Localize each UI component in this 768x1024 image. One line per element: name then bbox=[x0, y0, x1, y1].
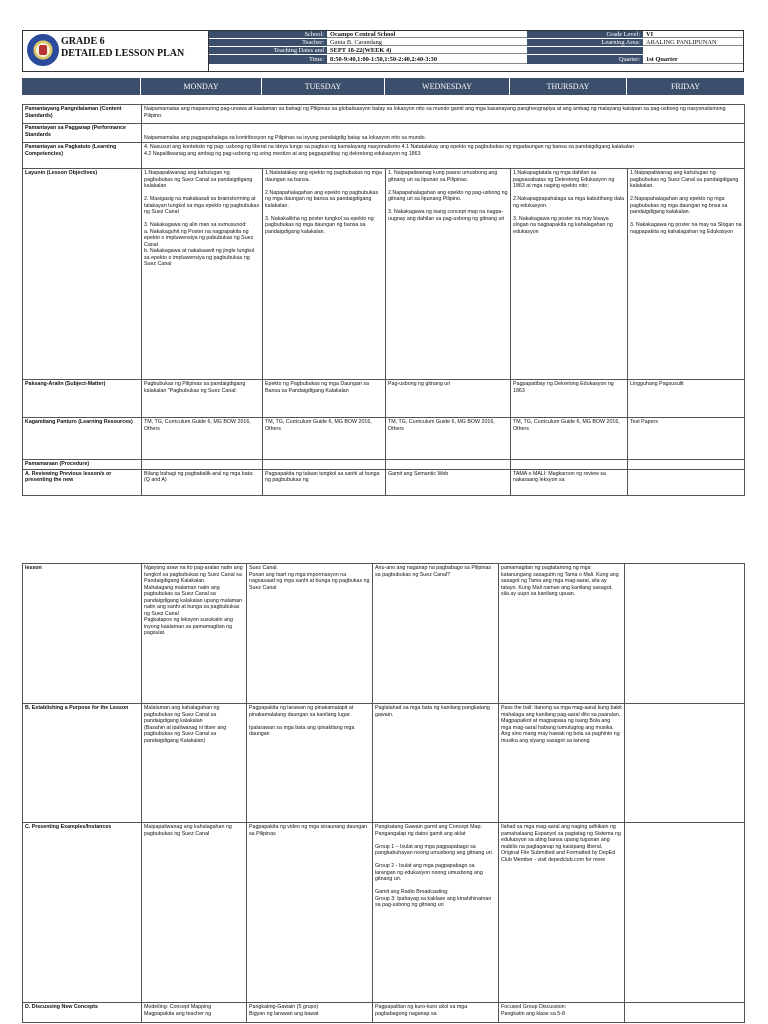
examples-monday: Maipapaliwanag ang kahalagahan ng pagbubukas ng Suez Canal bbox=[142, 823, 247, 1003]
lesson-wednesday: Anu-ano ang naganap na pagbabago sa Pilipinas sa pagbubukas ng Suez Canal? bbox=[373, 564, 499, 704]
header-grade-block bbox=[527, 31, 743, 71]
row-discussing bbox=[23, 1003, 745, 1023]
header-row-blank bbox=[527, 47, 743, 55]
row-resources bbox=[23, 418, 745, 460]
row-subject-matter bbox=[23, 380, 745, 418]
dates-value: SEPT 18-22(WEEK 4) bbox=[327, 47, 527, 54]
objectives-monday: 1.Naipapaliwanag ang kahulugan ng pagbubukas ng Suez Canal sa pandaigdigang kalakalan 2. Masigasig na makakasali sa brainstorming at talakayan tungkol sa mga epekto ng pagbubukas ng Suez Canal 3. Nakakagawa ng alin man sa sumusunod: a. Nakakaguhit ng Poster na nagpapakita ng epekto o impluwensiya ng pabubukas ng Suez Canal b. Nakakagawa at nakakaawit ng jingle tungkol sa epekto o impluwensiya ng pagbubukas ng Suez Canal bbox=[142, 169, 263, 380]
objectives-wednesday: 1. Naipapaliwanag kung paano umusbong ang gitnang uri sa lipunan sa Pilipinas. 2.Napapahalagahan ang epekto ng pag-usbong ng gitnang uri sa lipunang Pilipino. 3. Nakakagawa ng isang concept map na nagpa-uugnay ang dahilan sa pag-usbong ng gitnang uri bbox=[386, 169, 511, 380]
lesson-plan-table bbox=[22, 104, 745, 496]
discussing-monday: Modelling: Concept Mapping Magpapakita ang teacher ng bbox=[142, 1003, 247, 1023]
competencies-text: 4. Nasusuri ang konteksto ng pag- usbong ng liberal na ideya tungo sa pagbuo ng kamalayang nasyonalismo 4.1 Natatalakay ang epekto ng pagbubukas ng mgadaungan ng bansa sa pandaigdigang kalakalan 4.2 Napaliliwanag ang ambag ng pag-usbong ng uring mestizo at ang pagpapatibay ng dekretong edukasyon ng 1863 bbox=[142, 143, 745, 169]
lesson-plan-page-2 bbox=[0, 560, 768, 1024]
purpose-friday bbox=[625, 704, 745, 823]
lesson-tuesday: Suez Canal. Punan ang tsart ng mga impormasyon na nagsasaad ng mga sanhi at bunga ng pagbukas ng Suez Canal bbox=[247, 564, 373, 704]
purpose-thursday: Pass the ball: Itanong sa mga mag-aaral kung bakit mahalaga ang kanilang pag-aaral dito sa paaralan. Magpapaikot at magpapasa ng isang Bola ang mga mag-aaral habang tumutugtog ang musika. Ang sino mang may hawak ng bola sa paghinto ng musika ang siyang sasagot sa tanong bbox=[499, 704, 625, 823]
examples-thursday: Ilahad sa mga mag-aaral ang naging adhikain ng pamahalaang Espanyol sa pagtatag ng Sistema ng edukasyon sa ating bansa upang tugunan ang mabilis na paglaganap ng kaisipang liberal. Original File Submitted and Formatted by DepEd Club Member - visit depedclub.com for more bbox=[499, 823, 625, 1003]
review-tuesday: Pagpapakita ng talaan tungkol sa sanhi at bunga ng pagbubukas ng bbox=[263, 469, 386, 495]
row-lesson bbox=[23, 564, 745, 704]
day-header-thursday: THURSDAY bbox=[510, 78, 627, 95]
area-value: ARALING PANLIPUNAN bbox=[643, 39, 743, 46]
row-performance-standards bbox=[23, 124, 745, 143]
header-row-quarter bbox=[527, 55, 743, 65]
resources-tuesday: TM, TG, Curriculum Guide 6, MG BOW 2016, Others bbox=[263, 418, 386, 460]
subject-matter-label: Paksang-Aralin (Subject-Matter) bbox=[23, 380, 142, 418]
procedure-monday bbox=[142, 460, 263, 470]
day-header-blank bbox=[22, 78, 141, 95]
review-label: A. Reviewing Previous lesson/s or presenting the new bbox=[23, 469, 142, 495]
lesson-label: lesson bbox=[23, 564, 142, 704]
subject-matter-friday: Lingguhang Pagsusulit bbox=[628, 380, 745, 418]
header-row-area bbox=[527, 39, 743, 47]
deped-seal-icon bbox=[27, 34, 59, 66]
header-row-dates bbox=[209, 47, 527, 55]
day-header-wednesday: WEDNESDAY bbox=[385, 78, 510, 95]
row-competencies bbox=[23, 143, 745, 169]
examples-friday bbox=[625, 823, 745, 1003]
subject-matter-tuesday: Epekto ng Pagbubukas ng mga Daungan sa Bansa sa Pandaigdigang Kalakalan bbox=[263, 380, 386, 418]
procedure-label: Pamamaraan (Procedure) bbox=[23, 460, 142, 470]
page-title bbox=[61, 36, 184, 60]
objectives-thursday: 1.Nakapagtatala ng mga dahilan sa pagsasabatas ng Dekretong Edukasyon ng 1863 at mga naging epekto nito; 2.Nakapagpapahalaga sa mga kabutihang dala ng edukasyon. 3. Nakakagawa ng poster na may bisaya slogan na nagpapakita ng kahalagahan ng edukasyon bbox=[511, 169, 628, 380]
procedure-tuesday bbox=[263, 460, 386, 470]
header-row-grade bbox=[527, 31, 743, 39]
purpose-monday: Malalaman ang kahalagahan ng pagbubukas ng Suez Canal sa pandaigdigang kalakalan (Basahin at ipaliwanag ni titser ang pagbubukas ng Suez Canal sa pandaigdigang Kalakalan) bbox=[142, 704, 247, 823]
teacher-label: Teacher: bbox=[209, 39, 327, 46]
header-title-block bbox=[23, 31, 209, 71]
procedure-friday bbox=[628, 460, 745, 470]
content-standards-label: Pamantayang Pangnilalaman (Content Standards) bbox=[23, 105, 142, 124]
time-value: 8:50-9:40,1:00-1:50,1:50-2:40,2:40-3:30 bbox=[327, 55, 527, 64]
discussing-label: D. Discussing New Concepts bbox=[23, 1003, 142, 1023]
header-row-teacher bbox=[209, 39, 527, 47]
review-wednesday: Gamit ang Semantic Web bbox=[386, 469, 511, 495]
purpose-wednesday: Paglalahad sa mga bata ng kanilang pangkatang gawain. bbox=[373, 704, 499, 823]
header-row-time bbox=[209, 55, 527, 65]
competencies-label: Pamantayan sa Pagkatuto (Learning Competencies) bbox=[23, 143, 142, 169]
resources-monday: TM, TG, Curriculum Guide 6, MG BOW 2016, Others bbox=[142, 418, 263, 460]
row-content-standards bbox=[23, 105, 745, 124]
examples-label: C. Presenting Examples/Instances bbox=[23, 823, 142, 1003]
resources-thursday: TM, TG, Curriculum Guide 6, MG BOW 2016, Others bbox=[511, 418, 628, 460]
time-label: Time: bbox=[209, 55, 327, 64]
school-label: School: bbox=[209, 31, 327, 38]
objectives-label: Layunin (Lesson Objectives) bbox=[23, 169, 142, 380]
header-row-school bbox=[209, 31, 527, 39]
lesson-friday bbox=[625, 564, 745, 704]
resources-wednesday: TM, TG, Curriculum Guide 6, MG BOW 2016, Others bbox=[386, 418, 511, 460]
examples-wednesday: Pangkatang Gawain gamit ang Concept Map: Pangangalap ng datos gamit ang aklat Group 1 – Isulat ang mga pagpapabago sa pangkabuhayan noong umusbong ang gitnang uri. Group 2 - Isulat ang mga pagpapabago sa larangan ng edukasyon noong umusbong ang gitnang uri. Gamit ang Radio Broadcasting: Group 3: Ipahayag sa kaklase ang kinahihinatnan sa pag-usbong ng gitnang uri bbox=[373, 823, 499, 1003]
grade-value: VI bbox=[643, 31, 743, 38]
resources-label: Kagamitang Panturo (Learning Resources) bbox=[23, 418, 142, 460]
review-monday: Bilang bahagi ng pagbabalik-aral ng mga bata: (Q and A) bbox=[142, 469, 263, 495]
day-header-friday: FRIDAY bbox=[670, 82, 701, 91]
header-table bbox=[22, 30, 744, 72]
grade-label: Grade Level: bbox=[527, 31, 643, 38]
review-thursday: TAMA o MALI: Magkaroon ng review sa nakaraang leksyon sa bbox=[511, 469, 628, 495]
header-school-block bbox=[209, 31, 527, 71]
review-friday bbox=[628, 469, 745, 495]
teacher-value: Gania B. Carandang bbox=[327, 39, 527, 46]
grade-title: GRADE 6 bbox=[61, 36, 105, 47]
subject-matter-wednesday: Pag-usbong ng gitnang uri bbox=[386, 380, 511, 418]
lesson-plan-table-continued bbox=[22, 563, 745, 1023]
discussing-friday bbox=[625, 1003, 745, 1023]
discussing-wednesday: Pagpapalitan ng kuro-kuro ukol sa mga pagbabagong naganap sa bbox=[373, 1003, 499, 1023]
quarter-label: Quarter: bbox=[527, 55, 643, 64]
quarter-value: 1st Quarter bbox=[643, 55, 743, 64]
subject-matter-monday: Pagbubukas ng Pilipinas sa pandaigdigang kalakalan "Pagbubukas ng Suez Canal: bbox=[142, 380, 263, 418]
day-header-monday: MONDAY bbox=[141, 78, 262, 95]
performance-standards-label: Pamantayan sa Pagganap (Performance Standards bbox=[23, 124, 142, 143]
subject-matter-thursday: Pagpapatibay ng Dekretong Edukasyon ng 1863 bbox=[511, 380, 628, 418]
procedure-thursday bbox=[511, 460, 628, 470]
row-review bbox=[23, 469, 745, 495]
examples-tuesday: Pagpapakita ng video ng mga sinaunang daungan sa Pilipinas bbox=[247, 823, 373, 1003]
day-header-row bbox=[22, 78, 744, 95]
school-value: Ocampo Central School bbox=[327, 31, 527, 38]
purpose-label: B. Establishing a Purpose for the Lesson bbox=[23, 704, 142, 823]
performance-standards-text: Naipamamalas ang pagpapahalaga sa kontribosyon ng Pilipinas sa isyung pandaigdig batay sa lokasyon nito sa mundo. bbox=[142, 124, 745, 143]
resources-friday: Test Papers bbox=[628, 418, 745, 460]
blank-label bbox=[527, 47, 643, 54]
area-label: Learning Area: bbox=[527, 39, 643, 46]
purpose-tuesday: Pagpapakita ng larawan ng pinakamalapit at pinakamalalang daungan sa kanilang lugar. Ipalarawan sa mga bata ang ipinakitang mga daungan bbox=[247, 704, 373, 823]
objectives-tuesday: 1.Natatalakay ang epekto ng pagbubukas ng mga daungan sa bansa. 2.Napapahalagahan ang epekto ng pagbubukas ng mga daungan ng bansa sa pandaigdigang kalakalan. 3. Nakakalikha ng poster tungkol sa epekto ng pagbubukas ng mga daungan ng bansa sa pandaigdigang kalakalan. bbox=[263, 169, 386, 380]
lesson-thursday: pamamagitan ng pagtatanong ng mga katanungang sasagutin ng Tama o Mali. Kung ang sasagot ng Tama ang mga mag-aaral, sila ay tatayo. Kung Mali naman ang kanilang sasagot, sila ay uupo sa kanilang upuan. bbox=[499, 564, 625, 704]
row-objectives bbox=[23, 169, 745, 380]
lesson-monday: Ngayong araw na ito pag-aralan natin ang tungkol sa pagbubukas ng Suez Canal sa Pandaigdigang Kalakalan. Mahalagang malaman natin ang pagbubukas sa Suez Canal sa pandaigdigang kalakalan upang malaman natin ang sanhi at bunga sa pagbubukas ng Suez Canal Pagkatapos ng leksyon susukatin ang inyong kaalaman sa pamamagitan ng pagsulat. bbox=[142, 564, 247, 704]
procedure-wednesday bbox=[386, 460, 511, 470]
row-examples bbox=[23, 823, 745, 1003]
plan-title: DETAILED LESSON PLAN bbox=[61, 48, 185, 59]
row-procedure bbox=[23, 460, 745, 470]
discussing-thursday: Focused Group Discussion: Pangkatin ang klase sa 5-8 bbox=[499, 1003, 625, 1023]
discussing-tuesday: Pangkating-Gawain (5 grupo) Bigyan ng larawan ang bawat bbox=[247, 1003, 373, 1023]
dates-label: Teaching Dates and bbox=[209, 47, 327, 54]
objectives-friday: 1.Naipapaliwanag ang kahulugan ng pagbubukas ng Suez Canal sa pandaigdigang kalakalan. 2.Napapahalagahan ang epekto ng mga pagbubukas ng mga daungan ng bnsa sa pandaigdigang kalakalan. 3. Nakakagawa ng poster na may na Slogan na nagpapakita ng kahalagahan ng Edukasyon bbox=[628, 169, 745, 380]
content-standards-text: Naipamamalas ang mapanuring pag-unawa at kaalaman sa bahagi ng Pilipinas sa globalisasyon batay sa lokasyon nito sa mundo gamit ang mga kasanayang pangheograpiya at ang ambag ng malayang kaisipan sa pag-usbong ng nasyonalismong Pilipino. bbox=[142, 105, 745, 124]
row-purpose bbox=[23, 704, 745, 823]
day-header-tuesday: TUESDAY bbox=[262, 78, 385, 95]
